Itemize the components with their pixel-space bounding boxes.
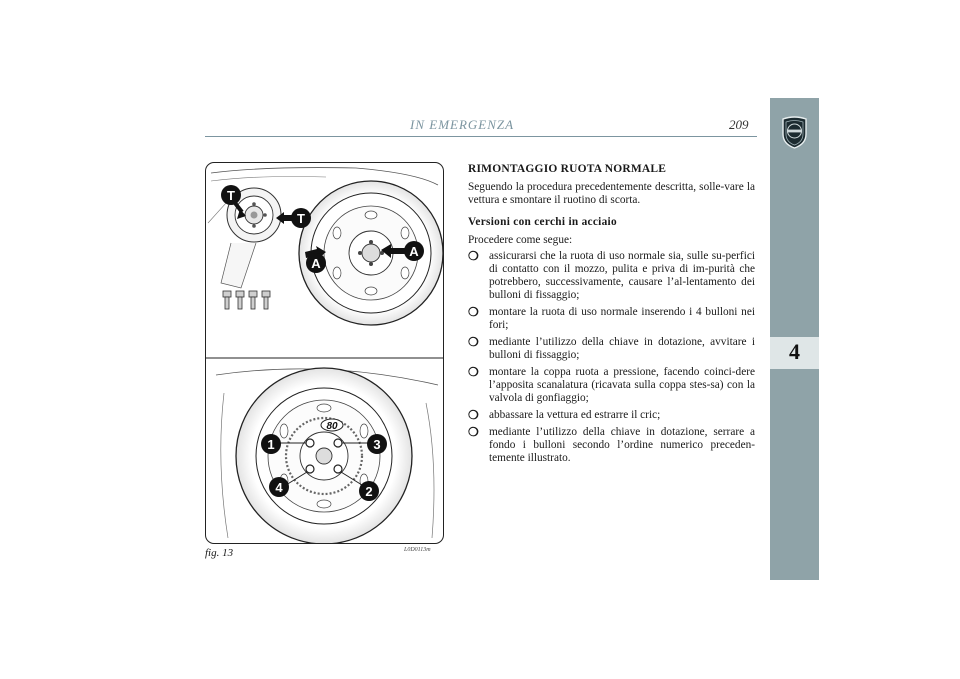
callout-1 — [261, 434, 281, 454]
list-item — [468, 366, 755, 405]
step-text: abbassare la vettura ed estrarre il cric; — [489, 409, 661, 421]
bullet-icon: ❍ — [468, 365, 479, 379]
callout-2 — [359, 481, 379, 501]
bullet-icon: ❍ — [468, 305, 479, 319]
svg-text:3: 3 — [373, 437, 381, 452]
bullet-icon: ❍ — [468, 249, 479, 263]
callout-a-right — [404, 241, 424, 261]
step-text: montare la coppa ruota a pressione, facendo coinci-dere l’apposita scanalatura (ricavata sulla coppa stes-sa) con la valvola di gonfiaggio; — [489, 366, 755, 404]
svg-text:4: 4 — [275, 480, 283, 495]
list-item — [468, 306, 755, 332]
procedure-intro: Procedere come segue: — [468, 234, 573, 246]
callout-t-right — [291, 208, 311, 228]
page-number: 209 — [729, 117, 749, 132]
figure-code: L0D0113m — [404, 547, 431, 553]
svg-text:A: A — [311, 256, 321, 271]
callout-a-left — [306, 253, 326, 273]
main-text-column — [468, 163, 755, 469]
callout-3 — [367, 434, 387, 454]
callout-t-top — [221, 185, 241, 205]
callout-4 — [269, 477, 289, 497]
svg-text:80: 80 — [326, 421, 338, 432]
list-item — [468, 426, 755, 465]
bolts-set-icon — [223, 291, 270, 309]
header-divider — [205, 136, 757, 137]
chapter-number: 4 — [789, 339, 800, 364]
figure-caption: fig. 13 — [205, 547, 234, 559]
step-text: mediante l’utilizzo della chiave in dotazione, serrare a fondo i bulloni secondo l’ordine numerico preceden-temente illustrato. — [489, 426, 755, 464]
figure-illustration — [205, 162, 444, 544]
svg-text:A: A — [409, 244, 419, 259]
intro-paragraph: Seguendo la procedura precedentemente descritta, solle-vare la vettura e smontare il ruotino di scorta. — [468, 181, 755, 206]
step-text: assicurarsi che la ruota di uso normale sia, sulle su-perfici di contatto con il mozzo, pulita e priva di im-purità che potrebbero, successivamente, causare l’al-lentamento dei bulloni di fissaggio; — [489, 250, 755, 301]
list-item — [468, 250, 755, 302]
list-item — [468, 409, 755, 422]
procedure-steps-list — [468, 250, 755, 465]
list-item — [468, 336, 755, 362]
svg-text:2: 2 — [365, 484, 373, 499]
section-header-title: IN EMERGENZA — [410, 117, 515, 132]
subsection-title: Versioni con cerchi in acciaio — [468, 216, 617, 228]
section-title: RIMONTAGGIO RUOTA NORMALE — [468, 163, 667, 175]
bullet-icon: ❍ — [468, 425, 479, 439]
upper-panel-wheel-mounting — [208, 168, 443, 325]
step-text: montare la ruota di uso normale inserendo i 4 bulloni nei fori; — [489, 306, 755, 331]
step-text: mediante l’utilizzo della chiave in dotazione, avvitare i bulloni di fissaggio; — [489, 336, 755, 361]
wheel-refit-illustration — [206, 163, 443, 543]
lancia-shield-icon — [780, 116, 809, 150]
svg-text:T: T — [227, 188, 235, 203]
svg-text:T: T — [297, 211, 305, 226]
bullet-icon: ❍ — [468, 408, 479, 422]
lower-panel-tightening-order — [216, 368, 438, 543]
bullet-icon: ❍ — [468, 335, 479, 349]
svg-text:1: 1 — [267, 437, 275, 452]
